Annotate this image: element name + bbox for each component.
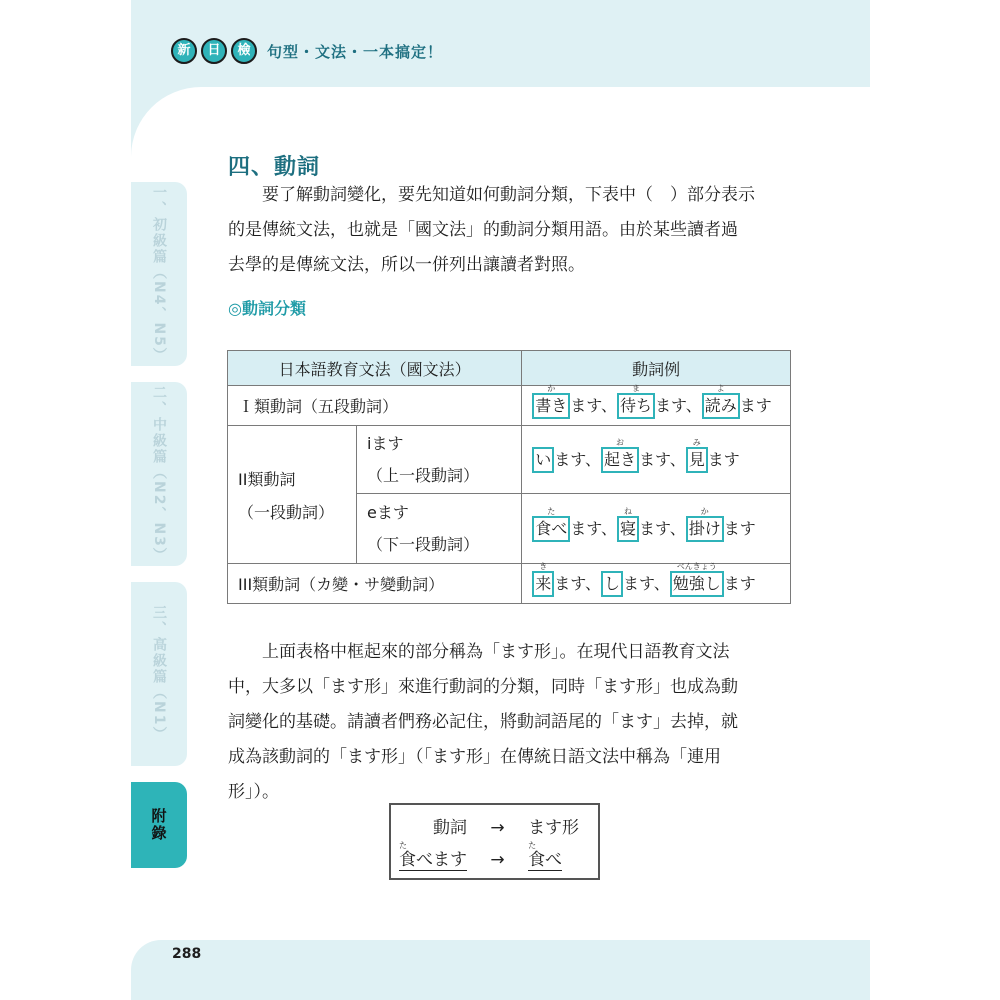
masu-stem-box: [686, 506, 724, 542]
table-header-cell: 日本語教育文法（國文法）: [228, 351, 522, 386]
footer-band: [131, 940, 870, 1000]
furigana: か: [700, 506, 709, 516]
subcategory-line: eます: [367, 502, 409, 522]
masu-stem-box: [532, 561, 554, 597]
furigana: ね: [623, 506, 632, 516]
intro-line: 要了解動詞變化，要先知道如何動詞分類，下表中（ ）部分表示: [228, 185, 755, 205]
examples-cell: [522, 383, 791, 426]
table-header-cell: 動詞例: [522, 351, 791, 386]
example-suffix: ます、: [570, 395, 617, 415]
tab-advanced[interactable]: [131, 582, 187, 766]
explanation-line: 上面表格中框起來的部分稱為「ます形」。在現代日語教育文法: [228, 642, 730, 662]
tab-appendix[interactable]: [131, 782, 187, 868]
formula-right-head: ます形: [528, 818, 580, 838]
masu-stem: 読み: [704, 395, 737, 415]
category-cell: [228, 426, 357, 564]
tab-label: 二、中級篇（N2、N3）: [151, 384, 167, 564]
furigana: た: [399, 841, 407, 850]
tab-beginner[interactable]: [131, 182, 187, 366]
masu-stem: 掛け: [688, 518, 721, 538]
masu-form-example-box: [389, 803, 600, 880]
formula-example-row: [399, 841, 563, 870]
category-line: （一段動詞）: [238, 502, 335, 522]
category-line: II類動詞: [238, 469, 296, 489]
example-suffix: ます: [723, 518, 756, 538]
furigana: お: [615, 437, 624, 447]
masu-stem: 起き: [603, 449, 636, 469]
examples-cell: [522, 561, 791, 604]
header-badge: 新: [171, 38, 197, 64]
masu-stem-box: [702, 383, 740, 419]
masu-stem: 食べ: [535, 518, 568, 538]
example-suffix: ます、: [570, 518, 617, 538]
book-title: 句型・文法・一本搞定！: [267, 42, 444, 61]
subcategory-line: iます: [367, 433, 404, 453]
subcategory-cell: [357, 494, 522, 564]
masu-stem: 見: [688, 449, 705, 469]
tab-label: 一、初級篇（N4、N5）: [151, 184, 167, 364]
example-suffix: ます、: [638, 518, 686, 538]
explanation-line: 中，大多以「ます形」來進行動詞的分類，同時「ます形」也成為動: [228, 677, 738, 697]
masu-stem-box: [617, 383, 655, 419]
masu-stem: 書き: [535, 395, 568, 415]
masu-stem-box: [601, 437, 639, 473]
subcategory-line: （上一段動詞）: [367, 465, 480, 485]
furigana: べんきょう: [676, 561, 717, 571]
intro-line: 去學的是傳統文法，所以一併列出讓讀者對照。: [228, 255, 585, 275]
header-badge: 檢: [231, 38, 257, 64]
example-suffix: ます、: [554, 573, 601, 593]
book-header: [171, 38, 443, 64]
examples-cell: [522, 426, 791, 494]
verb-classification-table: [227, 350, 791, 604]
category-cell: Ｉ類動詞（五段動詞）: [228, 386, 522, 426]
table-row: [228, 564, 791, 604]
masu-stem-box: [617, 506, 639, 542]
example-suffix: ます、: [654, 395, 702, 415]
masu-stem: し: [603, 573, 620, 593]
masu-stem-box: [601, 571, 623, 597]
tab-label: 三、高級篇（N1）: [151, 605, 167, 743]
table-header-row: [228, 351, 791, 386]
table-row: [228, 426, 791, 494]
masu-stem: 寝: [619, 518, 636, 538]
arrow-icon: →: [490, 850, 505, 870]
tab-intermediate[interactable]: [131, 382, 187, 566]
intro-line: 的是傳統文法，也就是「國文法」的動詞分類用語。由於某些讀者過: [228, 220, 738, 240]
formula-right-example: [528, 841, 563, 871]
masu-stem: 来: [535, 573, 552, 593]
masu-stem: い: [535, 449, 552, 469]
subcategory-line: （下一段動詞）: [367, 534, 480, 554]
furigana: み: [692, 437, 701, 447]
masu-stem: 待ち: [619, 395, 652, 415]
example-suffix: ます: [707, 449, 740, 469]
header-badge: 日: [201, 38, 227, 64]
intro-paragraph: [228, 178, 798, 283]
explanation-line: 詞變化的基礎。請讀者們務必記住，將動詞語尾的「ます」去掉，就: [228, 712, 738, 732]
example-text: 食べます: [399, 850, 467, 870]
explanation-paragraph: [228, 635, 798, 810]
furigana: た: [528, 841, 537, 850]
formula-header-row: [433, 813, 579, 838]
page-number: 288: [172, 946, 202, 962]
masu-stem-box: [532, 383, 570, 419]
example-suffix: ます、: [622, 573, 670, 593]
example-text: 食べ: [528, 850, 563, 870]
masu-stem-box: [670, 561, 724, 597]
example-suffix: ます、: [638, 449, 686, 469]
section-heading: 四、動詞: [228, 155, 321, 180]
examples-cell: [522, 494, 791, 564]
formula-left-head: 動詞: [433, 818, 467, 838]
table-row: [228, 386, 791, 426]
explanation-line: 形」）。: [228, 782, 279, 802]
category-cell: III類動詞（カ變・サ變動詞）: [228, 564, 522, 604]
example-suffix: ます、: [554, 449, 601, 469]
explanation-line: 成為該動詞的「ます形」（「ます形」在傳統日語文法中稱為「連用: [228, 747, 721, 767]
subcategory-cell: [357, 426, 522, 494]
subheading: ◎動詞分類: [228, 299, 306, 318]
tab-label: 附錄: [149, 808, 168, 842]
example-suffix: ます: [723, 573, 756, 593]
example-suffix: ます: [739, 395, 772, 415]
furigana: ま: [631, 383, 640, 393]
masu-stem-box: [532, 506, 570, 542]
masu-stem-box: [532, 447, 554, 473]
arrow-icon: →: [490, 818, 505, 838]
furigana: よ: [716, 383, 725, 393]
masu-stem-box: [686, 437, 708, 473]
formula-left-example: [399, 841, 467, 871]
furigana: た: [547, 506, 556, 516]
masu-stem: 勉強し: [672, 573, 721, 593]
furigana: か: [547, 383, 556, 393]
furigana: き: [539, 561, 548, 571]
